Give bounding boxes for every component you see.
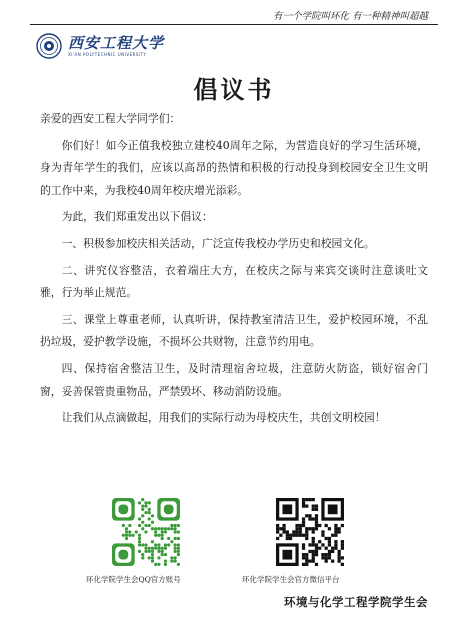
signature: 环境与化学工程学院学生会 [284, 595, 428, 609]
header-slogan: 有一个学院叫环化 有一种精神叫超越 [272, 11, 428, 22]
wechat-caption: 环化学院学生会官方微信平台 [242, 575, 340, 584]
document-title: 倡议书 [193, 76, 275, 104]
greeting: 亲爱的西安工程大学同学们： [40, 112, 181, 125]
paragraph-item-3: 三、课堂上尊重老师，认真听讲，保持教室清洁卫生，爱护校园环境，不乱扔垃圾，爱护教学设施，不损坏公共财物，注意节约用电。 [40, 312, 428, 349]
paragraph-item-2: 二、讲究仪容整洁，衣着端庄大方，在校庆之际与来宾交谈时注意谈吐文雅，行为举止规范。 [40, 263, 428, 300]
paragraph-call: 为此，我们郑重发出以下倡议： [61, 210, 213, 224]
university-logo [36, 33, 164, 59]
paragraph-item-4: 四、保持宿舍整洁卫生，及时清理宿舍垃圾，注意防火防盗，锁好宿舍门窗，妥善保管贵重物品，严禁毁坏、移动消防设施。 [40, 361, 428, 398]
logo-chinese-name: 西安工程大学 [68, 33, 165, 52]
paragraph-closing: 让我们从点滴做起，用我们的实际行动为母校庆生，共创文明校园！ [61, 411, 386, 425]
paragraph-intro: 你们好！如今正值我校独立建校40周年之际，为营造良好的学习生活环境，身为青年学生的我们，应该以高昂的热情和积极的行动投身到校园安全卫生文明的工作中来，为我校40周年校庆增光添彩。 [40, 138, 428, 197]
header-rule [30, 24, 438, 25]
qq-caption: 环化学院学生会QQ官方账号 [86, 575, 181, 584]
wechat-qr-code-icon [276, 498, 344, 566]
logo-english-name: XI'AN POLYTECHNIC UNIVERSITY [68, 51, 147, 57]
university-emblem-icon [36, 33, 62, 59]
document-body [40, 108, 428, 430]
paragraph-item-1: 一、积极参加校庆相关活动，广泛宣传我校办学历史和校园文化。 [61, 236, 375, 250]
qq-qr-code-icon [112, 498, 180, 566]
